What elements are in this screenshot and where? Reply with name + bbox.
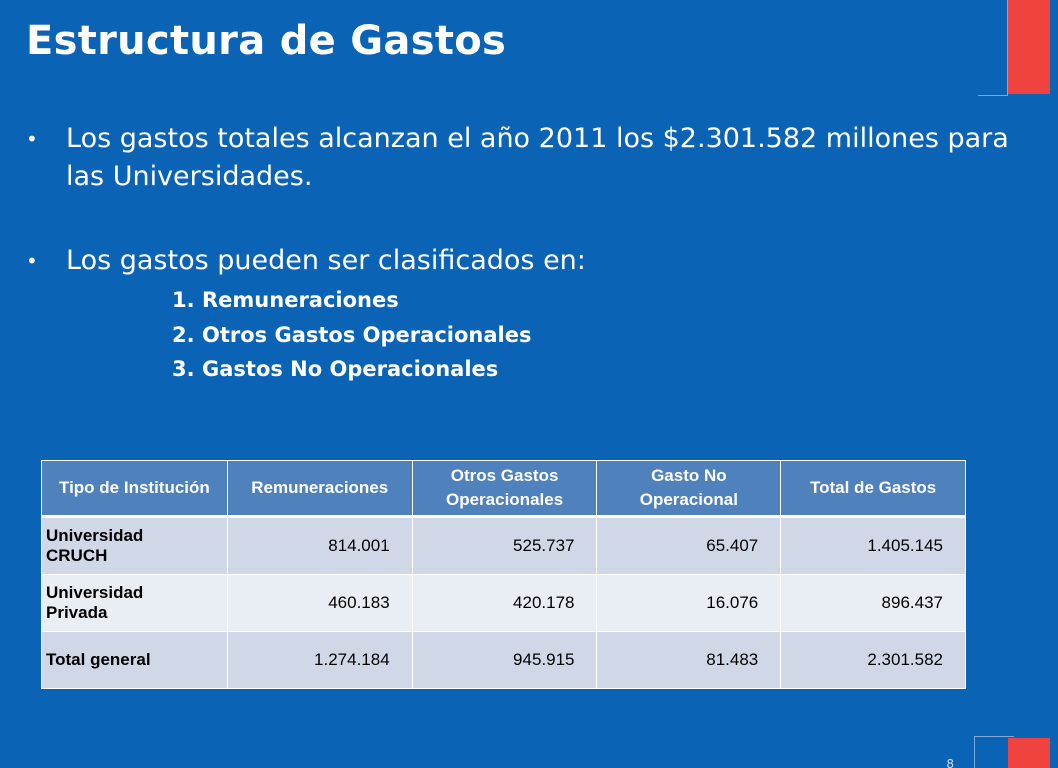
cell-otros-gastos: 525.737 [412,517,597,575]
category-number: 2. [172,322,195,347]
corner-outline-top [978,0,1008,96]
table-row [42,517,966,575]
header-gasto-no-operacional: Gasto No Operacional [597,461,781,517]
row-label: Universidad CRUCH [42,517,228,575]
bullet-text: Los gastos pueden ser clasificados en: [66,245,586,276]
cell-remuneraciones: 814.001 [227,517,412,575]
cell-total-gastos: 1.405.145 [781,517,966,575]
cell-total-gastos: 2.301.582 [781,632,966,689]
row-label: Universidad Privada [42,575,228,632]
category-item [172,283,531,318]
cell-otros-gastos: 945.915 [412,632,597,689]
header-tipo-institucion: Tipo de Institución [42,461,228,517]
table-row [42,575,966,632]
slide-title: Estructura de Gastos [26,18,507,64]
category-label: Gastos No Operacionales [202,357,499,381]
corner-decoration-top [978,0,1058,96]
bullet-total-gastos [26,120,1036,196]
corner-decoration-bottom [970,736,1058,768]
cell-remuneraciones: 1.274.184 [227,632,412,689]
row-label: Total general [42,632,228,689]
slide-number: 8 [946,758,954,768]
category-number: 3. [172,357,195,381]
bullet-icon: • [26,249,38,273]
cell-gasto-no-operacional: 65.407 [597,517,781,575]
bullet-icon: • [26,127,38,151]
table-row [42,632,966,689]
category-label: Remuneraciones [202,288,399,312]
cell-total-gastos: 896.437 [781,575,966,632]
category-item [172,352,531,387]
category-label: Otros Gastos Operacionales [202,322,532,347]
cell-gasto-no-operacional: 81.483 [597,632,781,689]
expenses-table [41,460,966,689]
header-total-gastos: Total de Gastos [781,461,966,517]
corner-red-block-top [1008,0,1050,94]
corner-red-block-bottom [1008,738,1050,768]
cell-otros-gastos: 420.178 [412,575,597,632]
category-item [172,318,531,353]
category-number: 1. [172,288,195,312]
bullet-clasificacion [26,242,926,280]
header-otros-gastos: Otros Gastos Operacionales [412,461,597,517]
bullet-text: Los gastos totales alcanzan el año 2011 los $2.301.582 millones para las Universidades. [66,123,1009,192]
table-header-row [42,461,966,517]
cell-gasto-no-operacional: 16.076 [597,575,781,632]
header-remuneraciones: Remuneraciones [227,461,412,517]
cell-remuneraciones: 460.183 [227,575,412,632]
expense-categories-list [172,283,531,387]
